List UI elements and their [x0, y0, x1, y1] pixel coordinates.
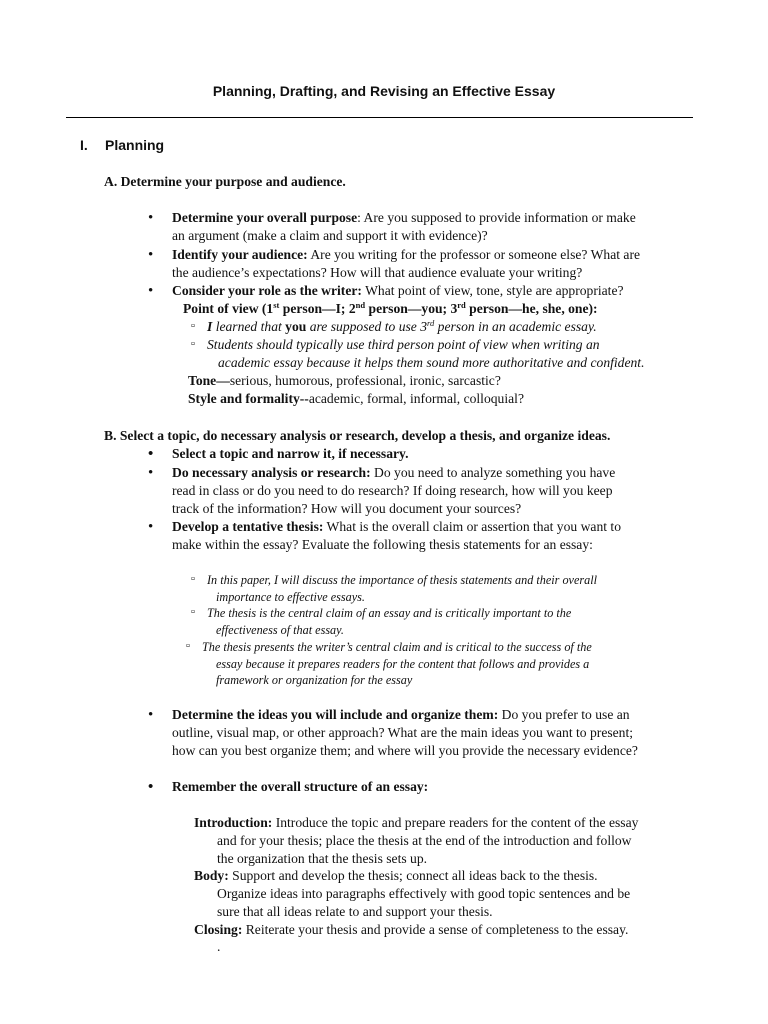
thesis-example-1: ▫ In this paper, I will discuss the importance of thesis statements and their overall: [207, 572, 597, 589]
pov-part-4: person—he, she, one):: [465, 301, 598, 316]
intro-text-2: and for your thesis; place the thesis at the end of the introduction and follow: [217, 833, 632, 848]
page-title: Planning, Drafting, and Revising an Effective Essay: [212, 83, 556, 99]
intro-line: [194, 814, 638, 832]
subsection-a-heading: A. Determine your purpose and audience.: [104, 174, 346, 189]
section-heading: Planning: [105, 137, 165, 153]
ideas-text: Do you prefer to use an: [498, 707, 630, 722]
audience-text-2: the audience’s expectations? How will that audience evaluate your writing?: [172, 265, 583, 280]
analysis-text-3: track of the information? How will you document your sources?: [172, 501, 522, 516]
purpose-text-2: an argument (make a claim and support it with evidence)?: [172, 228, 488, 243]
thesis-example-2-cont: effectiveness of that essay.: [216, 623, 344, 637]
ex1-sup: rd: [427, 318, 435, 328]
bullet-purpose: [172, 209, 636, 227]
pov-sup-2: nd: [355, 300, 366, 310]
pov-part-1: Point of view (1: [183, 301, 274, 316]
thesis-lead: Develop a tentative thesis:: [172, 519, 324, 534]
title-divider: [66, 117, 693, 118]
ex1-bold-you: you: [285, 319, 307, 334]
style-lead: Style and formality--: [188, 391, 309, 406]
tone-line: [188, 372, 501, 390]
role-lead: Consider your role as the writer:: [172, 283, 362, 298]
pov-part-3: person—you; 3: [365, 301, 458, 316]
body-lead: Body:: [194, 868, 229, 883]
bullet-structure: • Remember the overall structure of an essay:: [172, 778, 428, 796]
thesis-text: What is the overall claim or assertion that you want to: [323, 519, 621, 534]
bullet-audience: [172, 246, 640, 264]
ideas-text-2: outline, visual map, or other approach? What are the main ideas you want to present;: [172, 725, 634, 740]
trailing-period: .: [217, 939, 221, 954]
bullet-topic: • Select a topic and narrow it, if necessary.: [172, 445, 408, 463]
thesis-example-2: ▫ The thesis is the central claim of an essay and is critically important to the: [207, 605, 571, 622]
bullet-role: [172, 282, 624, 300]
body-text-2: Organize ideas into paragraphs effectively with good topic sentences and be: [217, 886, 631, 901]
style-text: academic, formal, informal, colloquial?: [308, 391, 524, 406]
thesis-text-2: make within the essay? Evaluate the following thesis statements for an essay:: [172, 537, 593, 552]
analysis-text-2: read in class or do you need to do research? If doing research, how will you keep: [172, 483, 613, 498]
bullet-thesis: [172, 518, 621, 536]
subsection-b-heading: B. Select a topic, do necessary analysis or research, develop a thesis, and organize ideas.: [104, 428, 611, 443]
ex1-part-c: person in an academic essay.: [434, 319, 597, 334]
body-text: Support and develop the thesis; connect all ideas back to the thesis.: [228, 868, 598, 883]
body-text-3: sure that all ideas relate to and support your thesis.: [217, 904, 493, 919]
analysis-lead: Do necessary analysis or research:: [172, 465, 371, 480]
intro-text-3: the organization that the thesis sets up.: [217, 851, 428, 866]
intro-lead: Introduction:: [194, 815, 273, 830]
tone-lead: Tone—: [188, 373, 230, 388]
pov-sup-3: rd: [457, 300, 466, 310]
audience-text: Are you writing for the professor or someone else? What are: [307, 247, 641, 262]
role-text: What point of view, tone, style are appropriate?: [361, 283, 624, 298]
ideas-text-3: how can you best organize them; and where will you provide the necessary evidence?: [172, 743, 638, 758]
section-numeral: I.: [80, 137, 88, 153]
intro-text: Introduce the topic and prepare readers for the content of the essay: [272, 815, 639, 830]
closing-lead: Closing:: [194, 922, 243, 937]
purpose-lead: Determine your overall purpose: [172, 210, 358, 225]
bullet-analysis: [172, 464, 615, 482]
pov-example-2-cont: academic essay because it helps them sound more authoritative and confident.: [218, 355, 645, 370]
tone-text: serious, humorous, professional, ironic, sarcastic?: [229, 373, 501, 388]
ex1-part-b: are supposed to use 3: [306, 319, 428, 334]
ex1-bold-i: I: [207, 319, 213, 334]
point-of-view-heading: [183, 300, 598, 318]
closing-line: [194, 921, 628, 939]
thesis-example-3: ▫ The thesis presents the writer’s central claim and is critical to the success of the: [202, 639, 592, 656]
audience-lead: Identify your audience:: [172, 247, 308, 262]
pov-example-2: ▫ Students should typically use third person point of view when writing an: [207, 336, 600, 354]
ideas-lead: Determine the ideas you will include and organize them:: [172, 707, 499, 722]
purpose-text: : Are you supposed to provide information or make: [357, 210, 636, 225]
thesis-example-1-cont: importance to effective essays.: [216, 590, 365, 604]
closing-text: Reiterate your thesis and provide a sense of completeness to the essay.: [242, 922, 629, 937]
pov-example-1: [207, 318, 597, 336]
ex1-part-a: learned that: [212, 319, 286, 334]
pov-sup-1: st: [273, 300, 280, 310]
style-line: [188, 390, 524, 408]
thesis-example-3-cont: essay because it prepares readers for the content that follows and provides a: [216, 657, 590, 671]
pov-part-2: person—I; 2: [279, 301, 356, 316]
thesis-example-3-cont-2: framework or organization for the essay: [216, 673, 413, 687]
body-line: [194, 867, 598, 885]
analysis-text: Do you need to analyze something you have: [370, 465, 616, 480]
bullet-ideas: [172, 706, 630, 724]
